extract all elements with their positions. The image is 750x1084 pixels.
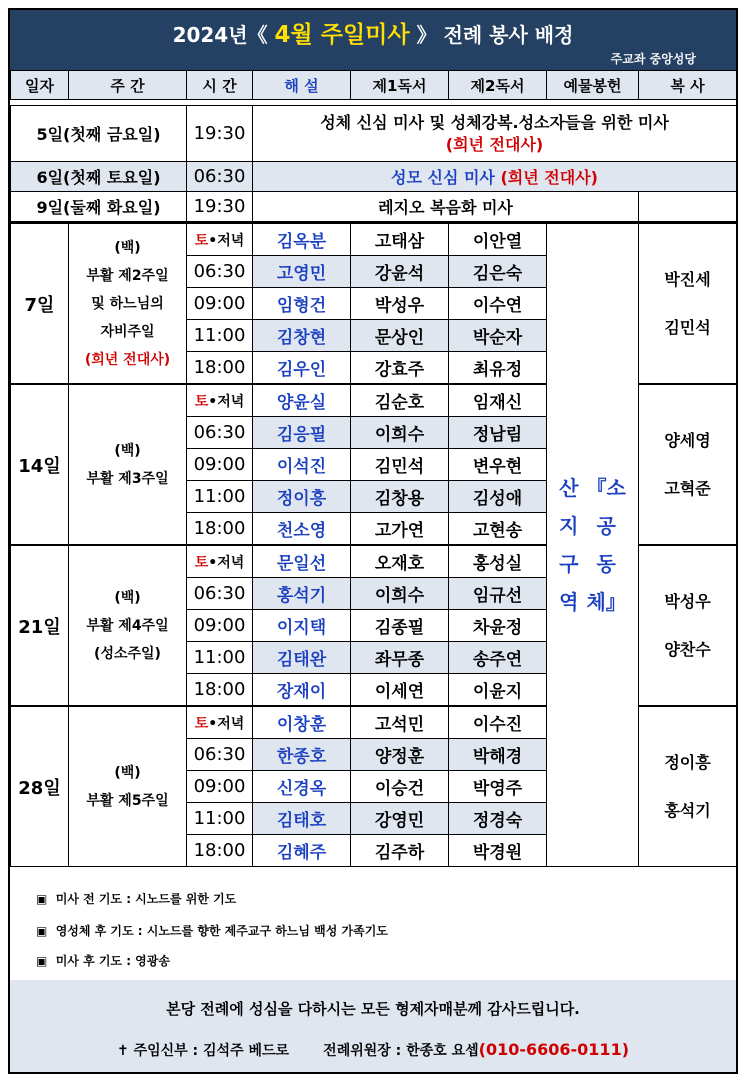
note-item (36, 922, 388, 939)
reading1-name: 고석민 (351, 706, 449, 739)
reading1-name: 강영민 (351, 803, 449, 835)
schedule-sheet (8, 8, 738, 1074)
reading1-name: 고태삼 (351, 223, 449, 256)
altar-servers (639, 384, 737, 545)
column-header-row (10, 70, 737, 100)
altar-servers (639, 545, 737, 706)
reading1-name: 고가연 (351, 513, 449, 546)
weekly-schedule (10, 222, 737, 867)
reading2-name: 차윤정 (449, 610, 547, 642)
saturday-label: 토 (194, 554, 209, 571)
mass-time: 09:00 (187, 610, 253, 642)
narrator-name: 김응필 (253, 417, 351, 449)
reading1-name: 이세연 (351, 674, 449, 707)
special-desc (253, 162, 737, 192)
note-item (36, 952, 170, 969)
reading1-name: 김민석 (351, 449, 449, 481)
special-row (11, 106, 737, 162)
offering-text (587, 469, 626, 621)
special-row (11, 192, 737, 222)
table-row (11, 223, 737, 256)
note-text: 영성체 후 기도 : 시노드를 향한 제주교구 하느님 백성 가족기도 (55, 924, 388, 938)
reading2-name: 임규선 (449, 578, 547, 610)
reading1-name: 좌무종 (351, 642, 449, 674)
mass-time (187, 706, 253, 739)
reading2-name: 박순자 (449, 320, 547, 352)
reading1-name: 양정훈 (351, 739, 449, 771)
special-date: 5일(첫째 금요일) (11, 106, 187, 162)
offering-char: 역 (559, 590, 579, 614)
evening-label: •저녁 (208, 393, 245, 410)
server-name: 정이흥 (664, 752, 711, 772)
offering-char: 산 (559, 476, 579, 500)
special-desc-text: 성모 신심 미사 (391, 168, 495, 187)
narrator-name: 양윤실 (253, 384, 351, 417)
server-name: 박성우 (664, 591, 711, 611)
col-date: 일자 (11, 71, 69, 100)
narrator-name: 문일선 (253, 545, 351, 578)
narrator-name: 고영민 (253, 256, 351, 288)
mass-time: 06:30 (187, 417, 253, 449)
title-year: 2024년 (172, 23, 248, 47)
special-date: 6일(첫째 토요일) (11, 162, 187, 192)
reading1-name: 김주하 (351, 835, 449, 867)
week-date: 21일 (11, 545, 69, 706)
evening-label: •저녁 (208, 715, 245, 732)
narrator-name: 이석진 (253, 449, 351, 481)
reading2-name: 정경숙 (449, 803, 547, 835)
offering-char: 『소 (586, 476, 626, 500)
reading1-name: 김순호 (351, 384, 449, 417)
server-name: 홍석기 (664, 800, 711, 820)
week-name-line: (백) (114, 442, 141, 459)
narrator-name: 신경옥 (253, 771, 351, 803)
narrator-name: 김우인 (253, 352, 351, 385)
server-name: 박진세 (664, 269, 711, 289)
special-date: 9일(둘째 화요일) (11, 192, 187, 222)
reading1-name: 이희수 (351, 578, 449, 610)
reading1-name: 김창용 (351, 481, 449, 513)
mass-time (187, 384, 253, 417)
mass-time (187, 545, 253, 578)
mass-time: 09:00 (187, 771, 253, 803)
narrator-name: 김태호 (253, 803, 351, 835)
server-name: 고혁준 (664, 478, 711, 498)
reading2-name: 이안열 (449, 223, 547, 256)
col-reading2: 제2독서 (449, 71, 547, 100)
pastor-name: 주임신부 : 김석주 베드로 (133, 1043, 290, 1059)
parish-name: 주교좌 중앙성당 (610, 52, 696, 66)
offering-char: 동 (596, 552, 616, 576)
reading1-name: 이희수 (351, 417, 449, 449)
narrator-name: 김태완 (253, 642, 351, 674)
week-name-line: 부활 제4주일 (86, 617, 169, 634)
mass-time: 18:00 (187, 352, 253, 385)
mass-time: 18:00 (187, 513, 253, 546)
special-empty (639, 192, 737, 222)
narrator-name: 김창현 (253, 320, 351, 352)
mass-time: 11:00 (187, 320, 253, 352)
week-name (69, 384, 187, 545)
offering-char: 체』 (586, 590, 626, 614)
reading2-name: 홍성실 (449, 545, 547, 578)
saturday-label: 토 (194, 715, 209, 732)
prayer-notes (10, 878, 736, 980)
special-desc-red: (희년 전대사) (500, 168, 598, 187)
narrator-name: 장재이 (253, 674, 351, 707)
special-desc-line2: (희년 전대사) (445, 134, 544, 154)
mass-time: 18:00 (187, 835, 253, 867)
reading2-name: 고현송 (449, 513, 547, 546)
reading1-name: 김종필 (351, 610, 449, 642)
reading2-name: 박경원 (449, 835, 547, 867)
page-title (10, 16, 736, 49)
narrator-name: 이창훈 (253, 706, 351, 739)
mass-time: 11:00 (187, 481, 253, 513)
server-name: 김민석 (664, 317, 711, 337)
narrator-name: 정이흥 (253, 481, 351, 513)
evening-label: •저녁 (208, 554, 245, 571)
reading2-name: 최유정 (449, 352, 547, 385)
mass-time: 18:00 (187, 674, 253, 707)
reading2-name: 송주연 (449, 642, 547, 674)
offering-char: 지 (559, 514, 579, 538)
phone-close: ) (621, 1040, 630, 1059)
special-time: 19:30 (187, 106, 253, 162)
thanks-box (10, 980, 736, 1072)
header-banner (10, 10, 736, 70)
liturgy-chair: 전례위원장 : 한종호 요셉 (323, 1043, 479, 1059)
week-date: 7일 (11, 223, 69, 384)
note-bullet-icon: ▣ (36, 954, 48, 968)
col-narrator: 해 설 (253, 71, 351, 100)
mass-time (187, 223, 253, 256)
reading2-name: 김은숙 (449, 256, 547, 288)
week-name (69, 545, 187, 706)
title-rest: 전례 봉사 배정 (443, 23, 574, 47)
special-desc (253, 106, 737, 162)
reading1-name: 문상인 (351, 320, 449, 352)
narrator-name: 임형건 (253, 288, 351, 320)
narrator-name: 김혜주 (253, 835, 351, 867)
narrator-name: 홍석기 (253, 578, 351, 610)
offering-text (559, 469, 578, 621)
footer-area (10, 878, 736, 1072)
saturday-label: 토 (194, 393, 209, 410)
special-masses (10, 105, 737, 222)
reading1-name: 강효주 (351, 352, 449, 385)
title-bracket-right: 》 (416, 23, 437, 47)
special-desc-line1: 성체 신심 미사 및 성체강복.성소자들을 위한 미사 (320, 112, 669, 132)
saturday-label: 토 (194, 232, 209, 249)
reading1-name: 오재호 (351, 545, 449, 578)
server-name: 양세영 (664, 430, 711, 450)
reading2-name: 김성애 (449, 481, 547, 513)
offering-group (547, 223, 639, 867)
reading2-name: 이수진 (449, 706, 547, 739)
col-time: 시 간 (187, 71, 253, 100)
week-name-line: 부활 제2주일 (86, 267, 169, 284)
evening-label: •저녁 (208, 232, 245, 249)
col-week: 주 간 (69, 71, 187, 100)
week-name-line: (성소주일) (94, 645, 161, 662)
thanks-message: 본당 전례에 성심을 다하시는 모든 형제자매분께 감사드립니다. (166, 1000, 580, 1018)
week-name-line: 및 하느님의 (91, 295, 164, 312)
special-time: 19:30 (187, 192, 253, 222)
server-name: 양찬수 (664, 639, 711, 659)
reading2-name: 변우현 (449, 449, 547, 481)
altar-servers (639, 223, 737, 384)
reading2-name: 임재신 (449, 384, 547, 417)
week-name-line: (백) (114, 239, 141, 256)
altar-servers (639, 706, 737, 867)
reading1-name: 이승건 (351, 771, 449, 803)
week-name-line: 자비주일 (100, 323, 155, 340)
mass-time: 09:00 (187, 449, 253, 481)
reading2-name: 박영주 (449, 771, 547, 803)
narrator-name: 이지택 (253, 610, 351, 642)
note-bullet-icon: ▣ (36, 892, 48, 906)
special-row (11, 162, 737, 192)
week-name (69, 706, 187, 867)
cross-icon: ✝ (116, 1043, 129, 1059)
offering-char: 구 (559, 552, 579, 576)
week-name (69, 223, 187, 384)
reading2-name: 정남림 (449, 417, 547, 449)
note-bullet-icon: ▣ (36, 924, 48, 938)
reading1-name: 강윤석 (351, 256, 449, 288)
reading2-name: 박해경 (449, 739, 547, 771)
week-name-line: 부활 제3주일 (86, 470, 169, 487)
mass-time: 06:30 (187, 578, 253, 610)
special-time: 06:30 (187, 162, 253, 192)
note-text: 미사 후 기도 : 영광송 (55, 954, 170, 968)
reading2-name: 이윤지 (449, 674, 547, 707)
col-offering: 예물봉헌 (547, 71, 639, 100)
col-reading1: 제1독서 (351, 71, 449, 100)
week-date: 14일 (11, 384, 69, 545)
narrator-name: 천소영 (253, 513, 351, 546)
mass-time: 11:00 (187, 642, 253, 674)
contact-line (10, 1040, 736, 1060)
mass-time: 06:30 (187, 739, 253, 771)
mass-time: 09:00 (187, 288, 253, 320)
week-date: 28일 (11, 706, 69, 867)
mass-time: 11:00 (187, 803, 253, 835)
narrator-name: 김옥분 (253, 223, 351, 256)
narrator-name: 한종호 (253, 739, 351, 771)
week-name-line: (백) (114, 764, 141, 781)
week-name-line: 부활 제5주일 (86, 792, 169, 809)
col-server: 복 사 (639, 71, 737, 100)
mass-time: 06:30 (187, 256, 253, 288)
note-text: 미사 전 기도 : 시노드를 위한 기도 (55, 892, 237, 906)
reading2-name: 이수연 (449, 288, 547, 320)
title-highlight: 4월 주일미사 (274, 22, 410, 48)
phone-number: 010-6606-0111 (485, 1040, 622, 1059)
offering-char: 공 (596, 514, 616, 538)
note-item (36, 890, 236, 907)
phone-open: ( (478, 1040, 486, 1059)
week-indulgence: (희년 전대사) (84, 351, 171, 368)
reading1-name: 박성우 (351, 288, 449, 320)
week-name-line: (백) (114, 589, 141, 606)
special-desc: 레지오 복음화 미사 (253, 192, 639, 222)
title-bracket-left: 《 (247, 23, 268, 47)
